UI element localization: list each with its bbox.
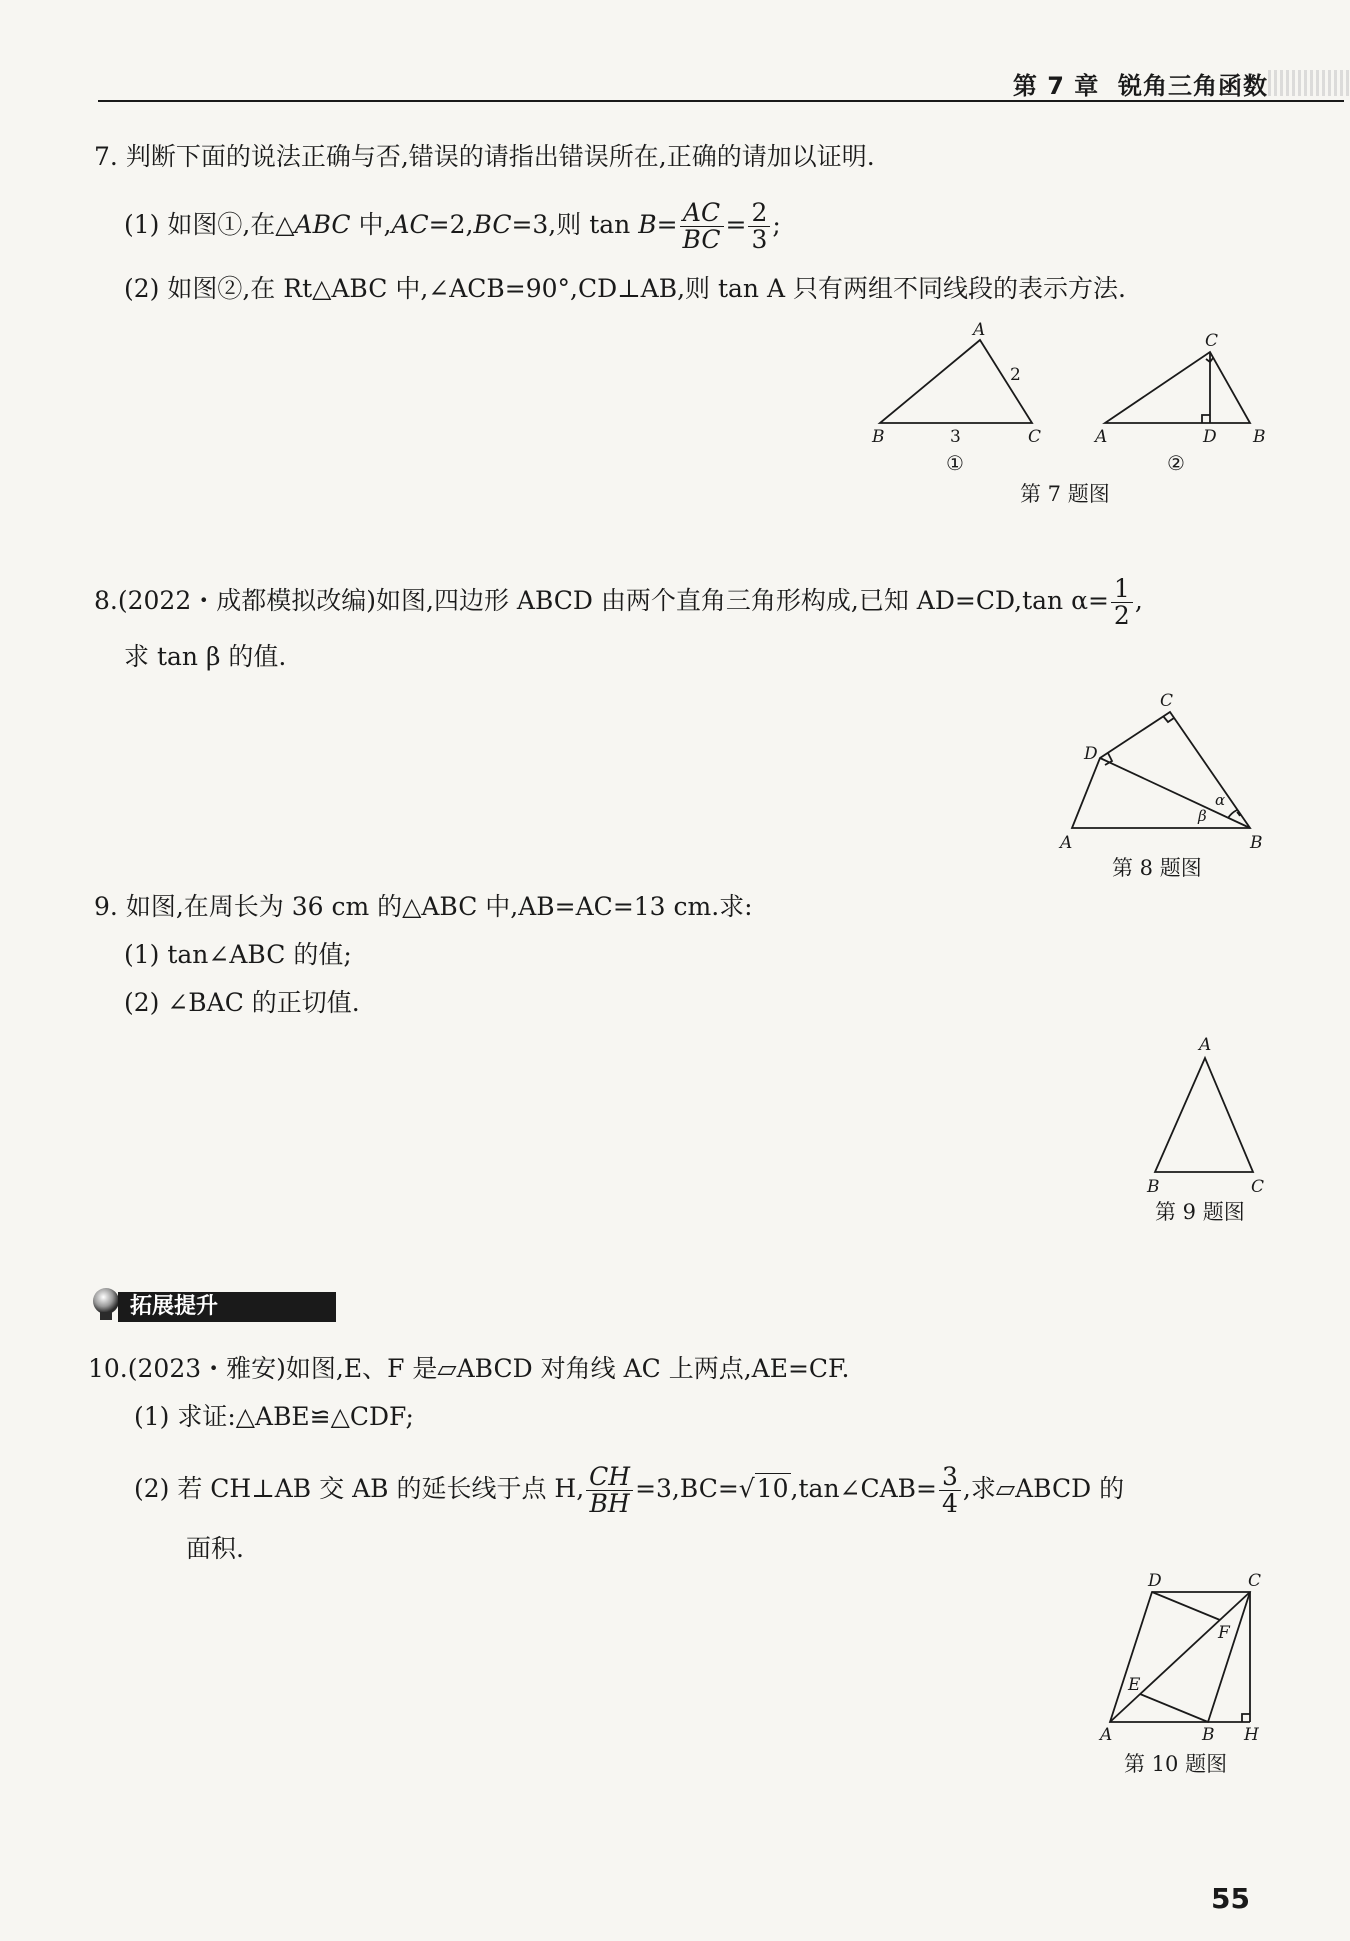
q10-fig-label-a: A <box>1100 1725 1113 1745</box>
q7-fig1-label-b: B <box>872 427 885 447</box>
chapter-title: 锐角三角函数 <box>1118 72 1268 100</box>
q9-fig-label-c: C <box>1251 1177 1265 1197</box>
q10-stem <box>88 1352 849 1386</box>
q10-frac1-num: CH <box>589 1462 631 1491</box>
q8-fig-quadrilateral <box>1072 712 1250 828</box>
q8-fig-label-b: B <box>1250 833 1263 853</box>
q8-stem <box>94 576 1143 629</box>
q7-fig1-label-a: A <box>973 320 986 340</box>
q8-fig-label-a: A <box>1060 833 1073 853</box>
q10-figure <box>1090 1572 1280 1752</box>
q10-fig-label-f: F <box>1218 1623 1230 1643</box>
q8-fig-arc-beta <box>1228 810 1237 818</box>
q7-part2: (2) 如图②,在 Rt△ABC 中,∠ACB=90°,CD⊥AB,则 tan A 只有两组不同线段的表示方法. <box>124 274 1126 303</box>
q7-frac1-num: AC <box>682 198 721 227</box>
q7-fig1-label-c: C <box>1028 427 1042 447</box>
q10-text: 如图,E、F 是▱ABCD 对角线 AC 上两点,AE=CF. <box>285 1354 850 1383</box>
q9-text: 如图,在周长为 36 cm 的△ABC 中,AB=AC=13 cm.求: <box>125 892 753 921</box>
q8-fig-label-alpha: α <box>1215 791 1226 809</box>
q7-p1-eq: = <box>656 210 678 239</box>
section-label: 拓展提升 <box>118 1292 336 1322</box>
q8-frac-den: 2 <box>1113 601 1130 630</box>
q7-figure-1 <box>860 318 1050 478</box>
q8-source: (2022・成都模拟改编) <box>117 586 376 615</box>
q10-fig-label-h: H <box>1244 1725 1259 1745</box>
q7-fig2-label-d: D <box>1203 427 1217 447</box>
q7-fig1-side-bc: 3 <box>950 427 961 447</box>
q10-number: 10. <box>88 1354 128 1383</box>
q8-line2: 求 tan β 的值. <box>124 642 287 671</box>
q10-p2-a: (2) 若 CH⊥AB 交 AB 的延长线于点 H, <box>134 1474 585 1503</box>
q8-fig-label-beta: β <box>1198 807 1207 825</box>
q8-frac-num: 1 <box>1111 576 1133 603</box>
q7-fraction-2 <box>748 200 770 253</box>
q10-fig-segment-eb <box>1140 1694 1208 1722</box>
q10-fig-right-angle-h <box>1242 1714 1250 1722</box>
q7-figure-2 <box>1085 328 1275 478</box>
q8-number: 8. <box>94 586 118 615</box>
q9-part2: (2) ∠BAC 的正切值. <box>124 988 360 1017</box>
q9-caption: 第 9 题图 <box>1155 1200 1245 1224</box>
q7-fig2-label-a: A <box>1095 427 1108 447</box>
q7-stem <box>94 140 875 174</box>
q7-p1-given2: =3,则 tan <box>511 210 639 239</box>
q9-fig-label-a: A <box>1199 1035 1212 1055</box>
q8-text: 如图,四边形 ABCD 由两个直角三角形构成,已知 AD=CD,tan α= <box>376 586 1109 615</box>
q7-p1-given: =2, <box>428 210 474 239</box>
q10-frac2-num: 3 <box>939 1464 961 1491</box>
q10-frac2-den: 4 <box>942 1489 958 1518</box>
q7-fraction-1 <box>680 200 724 253</box>
q10-fig-label-d: D <box>1148 1572 1162 1591</box>
q10-sqrt-value: 10 <box>756 1474 789 1503</box>
q7-fig1-circled-label: ① <box>946 451 964 475</box>
q10-part2-line2: 面积. <box>186 1534 244 1563</box>
q7-fig2-label-b: B <box>1253 427 1266 447</box>
section-tag <box>88 1290 248 1324</box>
q7-p1-prefix: (1) 如图①,在△ <box>124 210 295 239</box>
q9-fig-triangle <box>1155 1058 1253 1172</box>
q8-fig-label-c: C <box>1160 691 1174 711</box>
q8-caption: 第 8 题图 <box>1112 856 1202 880</box>
q10-part1: (1) 求证:△ABE≌△CDF; <box>134 1402 414 1431</box>
header-decoration <box>1268 70 1350 96</box>
q10-fraction-1 <box>586 1464 633 1517</box>
q7-caption: 第 7 题图 <box>1020 482 1110 506</box>
page-number: 55 <box>1211 1882 1250 1915</box>
q9-stem <box>94 890 753 924</box>
q9-part1: (1) tan∠ABC 的值; <box>124 940 352 969</box>
q10-source: (2023・雅安) <box>127 1354 286 1383</box>
q10-p2-c: ,tan∠CAB= <box>790 1474 937 1503</box>
q10-p2-b: =3,BC= <box>635 1474 739 1503</box>
q7-p1-mid: 中, <box>358 210 392 239</box>
q10-fig-label-e: E <box>1128 1675 1141 1695</box>
q10-fig-label-c: C <box>1248 1572 1262 1591</box>
q7-frac1-den: BC <box>682 225 721 254</box>
q10-fraction-2 <box>939 1464 961 1517</box>
q10-caption: 第 10 题图 <box>1124 1752 1228 1776</box>
q8-fraction <box>1111 576 1133 629</box>
q8-fig-label-d: D <box>1084 744 1098 764</box>
q10-part2: (2) 若 CH⊥AB 交 AB 的延长线于点 H, $\frac{CH}{BH}$ =3,BC=√10,tan∠CAB= $\frac{3}{4}$ ,求▱ABCD 的 <box>134 1462 1125 1518</box>
q7-number: 7. <box>94 142 118 171</box>
q10-fig-label-b: B <box>1202 1725 1215 1745</box>
q10-fig-segment-df <box>1152 1592 1220 1620</box>
q9-figure <box>1135 1030 1275 1200</box>
q8-text-end: , <box>1134 586 1143 615</box>
q7-fig2-circled-label: ② <box>1167 451 1185 475</box>
q7-frac2-num: 2 <box>748 200 770 227</box>
q7-fig2-label-c: C <box>1205 331 1219 351</box>
header-rule <box>98 100 1344 102</box>
q7-fig2-triangle <box>1105 352 1250 423</box>
q7-fig1-side-ac: 2 <box>1010 365 1021 385</box>
chapter-number: 第 7 章 <box>1012 72 1100 100</box>
q7-part1: (1) 如图①,在△ABC 中,AC=2,BC=3,则 tan B= $\frac{AC}{BC}$ = $\frac{2}{3}$ ; <box>124 198 781 254</box>
q10-p2-d: ,求▱ABCD 的 <box>962 1474 1125 1503</box>
q7-frac2-den: 3 <box>751 225 768 254</box>
q9-number: 9. <box>94 892 118 921</box>
q7-text: 判断下面的说法正确与否,错误的请指出错误所在,正确的请加以证明. <box>125 142 875 171</box>
q9-fig-label-b: B <box>1147 1177 1160 1197</box>
q8-figure <box>1050 688 1280 858</box>
q7-p1-end: ; <box>772 210 781 239</box>
q7-fig2-right-angle-d <box>1202 415 1210 423</box>
chapter-header <box>1013 66 1268 101</box>
q10-frac1-den: BH <box>589 1489 630 1518</box>
